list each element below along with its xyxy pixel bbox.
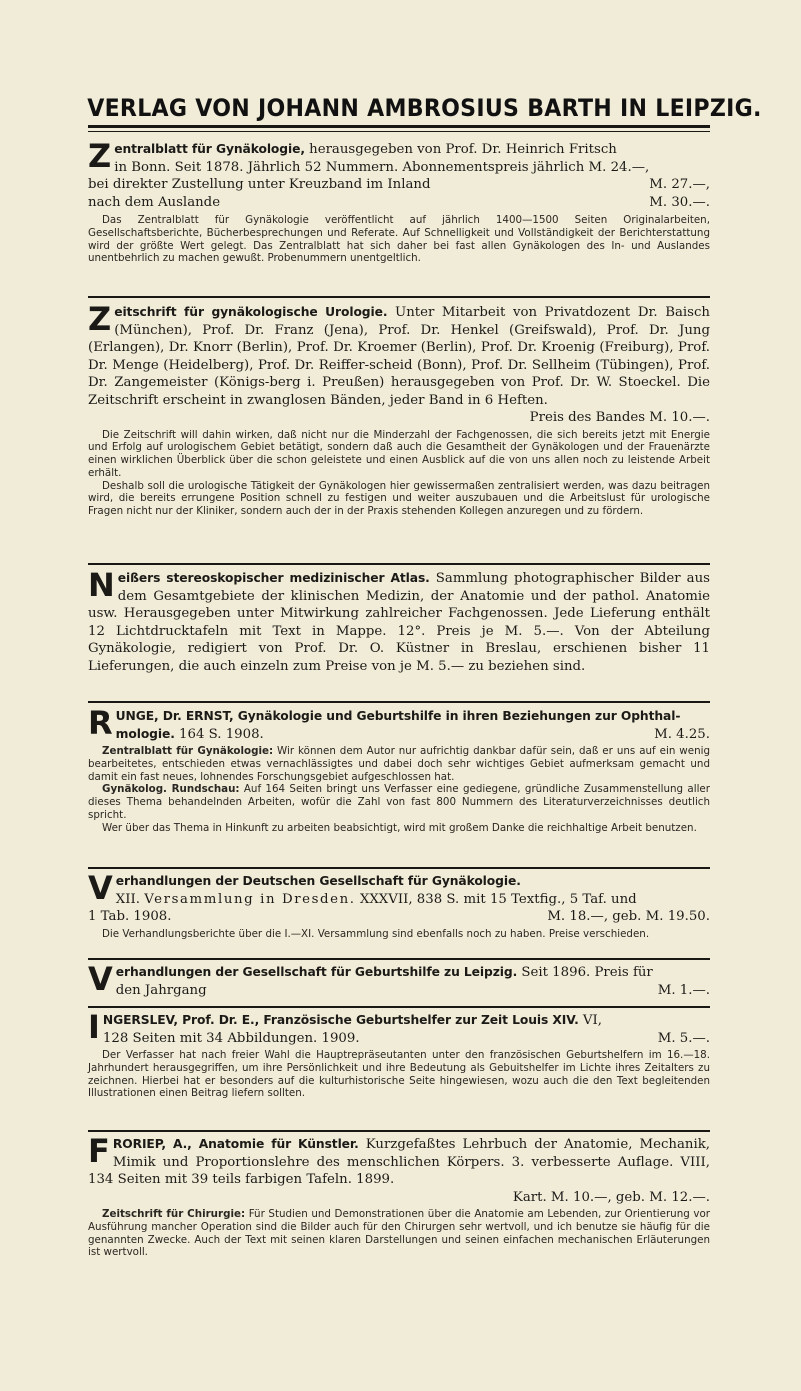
price: M. 30.—. <box>649 194 710 210</box>
entry-description: Die Verhandlungsberichte über die I.—XI. Versammlung sind ebenfalls noch zu haben. Preise verschieden. <box>102 927 650 940</box>
drop-initial: F <box>88 1132 110 1170</box>
entry-runge <box>88 704 710 835</box>
entry-review: Zeitschrift für Chirurgie: Für Studien und Demonstrationen über die Anatomie am Lebenden, zur Orientierung vor Ausführung mancher Operation sind die Bilder auch für den Chirurgen sehr wertvoll, und ich benutze sie häufig für die genannten Zwecke. Auch der Text mit seinen klaren Darstellungen und seinen einfachen mechanischen Erläuterungen ist wertvoll. <box>88 1208 710 1259</box>
entry-separator <box>88 1006 710 1008</box>
price: M. 27.—, <box>649 177 710 192</box>
drop-initial: Z <box>88 137 112 175</box>
entry-separator <box>88 296 710 298</box>
entry-main-text: V erhandlungen der Deutschen Gesellschaft für Gynäkologie. XII. Versammlung in Dresden. XXXVII, 838 S. mit 15 Textfig., 5 Taf. und 1 Tab. 1908. M. 18.—, geb. M. 19.50. <box>88 869 710 924</box>
review-source: Gynäkolog. Rundschau: <box>102 783 240 796</box>
entry-description: Das Zentralblatt für Gynäkologie veröffentlicht auf jährlich 1400—1500 Seiten Originalarbeiten, Gesellschaftsberichte, Bücherbesprechungen und Referate. Auf Schnelligkeit und Vollständigkeit der Berichterstattung wird der größte Wert gelegt. Das Zentralblatt hat sich daher bei fast allen Gynäkologen des In- und Auslandes unentbehrlich zu machen gewußt. Probenummern unentgeltlich. <box>88 214 710 265</box>
entry-title: entralblatt für Gynäkologie, <box>114 142 305 156</box>
entry-main-text: R UNGE, Dr. ERNST, Gynäkologie und Geburtshilfe in ihren Beziehungen zur Ophthal- mologie. 164 S. 1908. M. 4.25. <box>88 704 710 742</box>
entry-title: UNGE, Dr. ERNST, Gynäkologie und Geburtshilfe in ihren Beziehungen zur Ophthal- <box>115 709 681 723</box>
entry-separator <box>88 701 710 703</box>
entry-description: Deshalb soll die urologische Tätigkeit der Gynäkologen hier gewissermaßen zentralisiert werden, was dazu beitragen wird, die bereits errungene Position schnell zu festigen und weiter auszubauen und die Arbeitslust für urologische Fragen nicht nur der Kliniker, sondern auch der in der Praxis stehenden Kollegen anzuregen und zu fördern. <box>88 479 710 518</box>
price: Preis des Bandes M. 10.—. <box>529 410 710 425</box>
entry-title: eitschrift für gynäkologische Urologie. <box>114 305 388 319</box>
drop-initial: V <box>88 869 113 907</box>
entry-froriep <box>88 1132 711 1259</box>
price: M. 1.—. <box>657 982 710 998</box>
entry-description: Der Verfasser hat nach freier Wahl die Hauptrepräseutanten unter den französischen Geburtshelfern im 16.—18. Jahrhundert herausgegriffen, um ihre Persönlichkeit und ihre Bedeutung als Gebuitshelfer im Lichte ihres Zeitalters zu zeichnen. Hierbei hat er besonders auf die kulturhistorische Seite hingewiesen, wozu auch die den Text begleitenden Illustrationen einen Beitrag liefern sollten. <box>88 1049 710 1100</box>
entry-title: NGERSLEV, Prof. Dr. E., Französische Geburtshelfer zur Zeit Louis XIV. <box>102 1013 579 1027</box>
header-rule-light <box>88 131 710 132</box>
entry-main-text: I NGERSLEV, Prof. Dr. E., Französische Geburtshelfer zur Zeit Louis XIV. VI, 128 Seiten mit 34 Abbildungen. 1909. M. 5.—. <box>88 1008 710 1046</box>
price: M. 5.—. <box>657 1030 710 1046</box>
entry-verhandlungen-gynaekologie <box>88 869 710 940</box>
drop-initial: N <box>88 566 115 604</box>
drop-initial: I <box>88 1008 100 1046</box>
entry-zeitschrift-urologie <box>88 300 710 518</box>
price: M. 18.—, geb. M. 19.50. <box>547 909 710 924</box>
entry-title: erhandlungen der Gesellschaft für Geburtshilfe zu Leipzig. <box>115 965 518 979</box>
entry-separator <box>88 867 710 869</box>
entry-separator <box>88 958 710 960</box>
drop-initial: Z <box>88 300 112 338</box>
header-rule-heavy <box>88 125 710 128</box>
entry-title: eißers stereoskopischer medizinischer Atlas. <box>117 571 430 585</box>
entry-title: RORIEP, A., Anatomie für Künstler. <box>112 1137 359 1151</box>
entry-review: Gynäkolog. Rundschau: Auf 164 Seiten bringt uns Verfasser eine gediegene, gründliche Zusammenstellung aller dieses Thema behandelnden Arbeiten, wofür die Zahl von fast 800 Nummern des Literaturverzeichnisses deutlich spricht. <box>88 783 710 821</box>
review-source: Zeitschrift für Chirurgie: <box>102 1208 246 1220</box>
entry-main-text: V erhandlungen der Gesellschaft für Geburtshilfe zu Leipzig. Seit 1896. Preis für den Jahrgang M. 1.—. <box>88 960 710 998</box>
price: Kart. M. 10.—, geb. M. 12.—. <box>512 1189 710 1205</box>
drop-initial: V <box>88 960 113 998</box>
entry-main-text: FRORIEP, A., Anatomie für Künstler. Kurzgefaßtes Lehrbuch der Anatomie, Mechanik, Mimik und Proportionslehre des menschlichen Körpers. 3. verbesserte Auflage. VIII, 134 Seiten mit 39 teils farbigen Tafeln. 1899. Kart. M. 10.—, geb. M. 12.—. <box>88 1132 711 1205</box>
entry-separator <box>88 1130 710 1132</box>
entry-main-text: Zeitschrift für gynäkologische Urologie. Unter Mitarbeit von Privatdozent Dr. Baisch (München), Prof. Dr. Franz (Jena), Prof. Dr. Henkel (Greifswald), Prof. Dr. Jung (Erlangen), Dr. Knorr (Berlin), Prof. Dr. Kroemer (Berlin), Prof. Dr. Kroenig (Freiburg), Prof. Dr. Menge (Heidelberg), Prof. Dr. Reiffer-scheid (Bonn), Prof. Dr. Sellheim (Tübingen), Prof. Dr. Zangemeister (Königs-berg i. Preußen) herausgegeben von Prof. Dr. W. Stoeckel. Die Zeitschrift erscheint in zwanglosen Bänden, jeder Band in 6 Heften. Preis des Bandes M. 10.—. <box>88 300 710 425</box>
drop-initial: R <box>88 704 113 742</box>
entry-main-text: Z entralblatt für Gynäkologie, herausgegeben von Prof. Dr. Heinrich Fritsch in Bonn. Seit 1878. Jährlich 52 Nummern. Abonnementspreis jährlich M. 24.—, bei direkter Zustellung unter Kreuzband im Inland M. 27.—, nach dem Auslande M. 30.—. <box>88 137 710 210</box>
price: M. 4.25. <box>654 726 710 742</box>
entry-description: Die Zeitschrift will dahin wirken, daß nicht nur die Minderzahl der Fachgenossen, die sich bereits jetzt mit Energie und Erfolg auf urologischem Gebiet betätigt, sondern daß auch die Gesamtheit der Gynäkologen und der Frauenärzte einen wirklichen Überblick über die schon geleistete und einen Ausblick auf die von uns allen noch zu leistende Arbeit erhält. <box>88 428 710 479</box>
entry-title: erhandlungen der Deutschen Gesellschaft für Gynäkologie. <box>115 874 521 888</box>
entry-main-text: Neißers stereoskopischer medizinischer Atlas. Sammlung photographischer Bilder aus dem Gesamtgebiete der klinischen Medizin, der Anatomie und der pathol. Anatomie usw. Herausgegeben unter Mitwirkung zahlreicher Fachgenossen. Jede Lieferung enthält 12 Lichtdrucktafeln mit Text in Mappe. 12°. Preis je M. 5.—. Von der Abteilung Gynäkologie, redigiert von Prof. Dr. O. Küstner in Breslau, erschienen bisher 11 Lieferungen, die auch einzeln zum Preise von je M. 5.— zu beziehen sind. <box>88 566 710 674</box>
entry-zentralblatt <box>88 137 710 265</box>
entry-review: Wer über das Thema in Hinkunft zu arbeiten beabsichtigt, wird mit großem Danke die reichhaltige Arbeit benutzen. <box>102 821 697 834</box>
entry-neissers-atlas <box>88 566 710 675</box>
publisher-header: VERLAG VON JOHANN AMBROSIUS BARTH IN LEIPZIG. <box>87 94 762 122</box>
entry-ingerslev <box>88 1008 710 1100</box>
entry-review: Zentralblatt für Gynäkologie: Wir können dem Autor nur aufrichtig dankbar dafür sein, daß er uns auf ein wenig bearbeitetes, entschieden etwas vernachlässigtes und dabei doch sehr wichtiges Gebiet aufmerksam gemacht und damit ein fast neues, lohnendes Forschungsgebiet aufgeschlossen hat. <box>88 745 710 783</box>
entry-verhandlungen-leipzig <box>88 960 710 999</box>
entry-separator <box>88 563 710 565</box>
review-source: Zentralblatt für Gynäkologie: <box>102 745 274 757</box>
